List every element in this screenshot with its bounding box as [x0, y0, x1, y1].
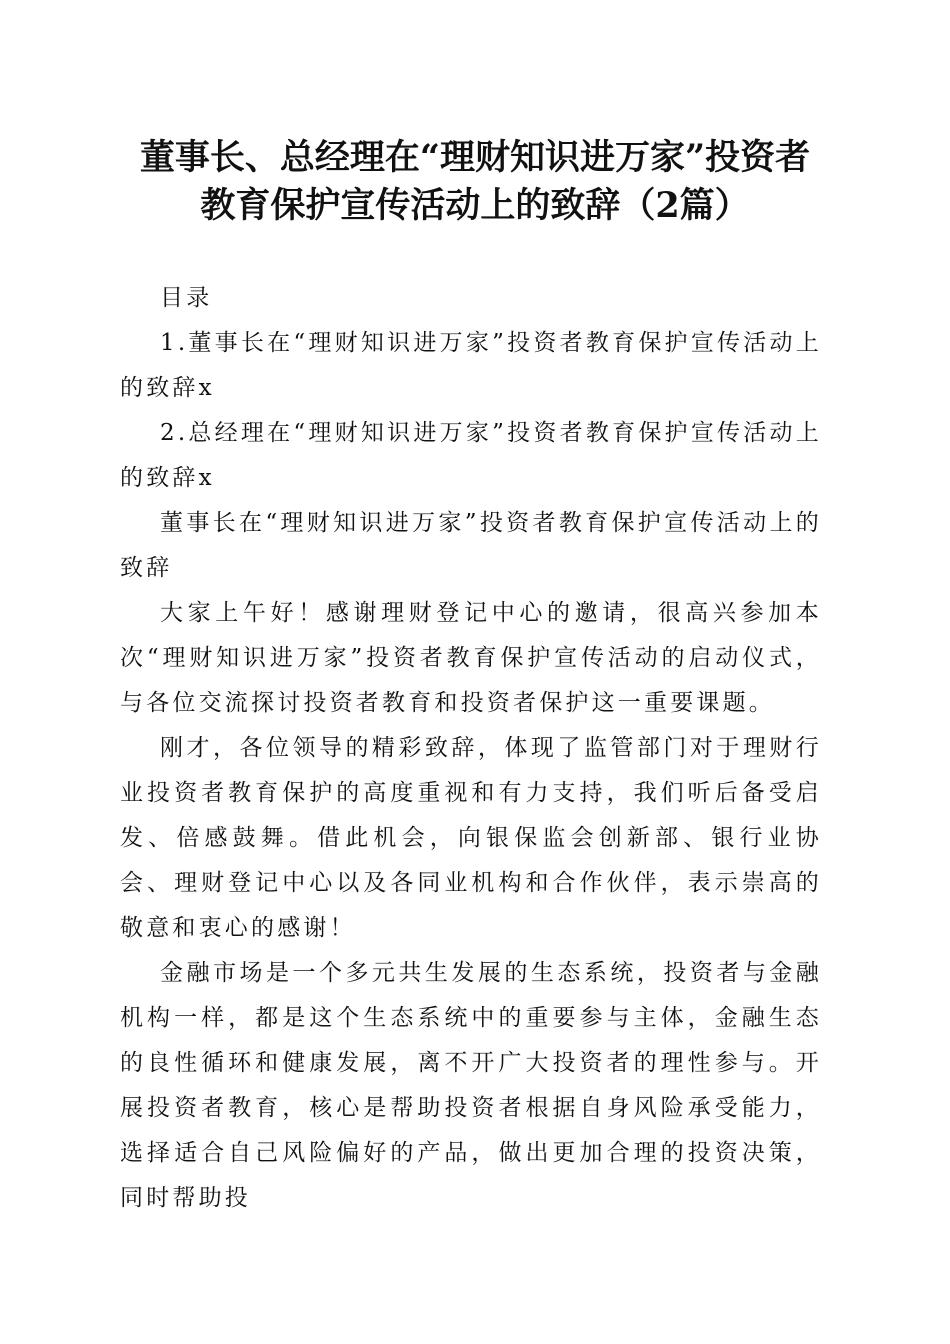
paragraph-3: 金融市场是一个多元共生发展的生态系统，投资者与金融机构一样，都是这个生态系统中的重要参与主体，金融生态的良性循环和健康发展，离不开广大投资者的理性参与。开展投资者教育，核心是帮助投资者根据自身风险承受能力，选择适合自己风险偏好的产品，做出更加合理的投资决策，同时帮助投: [120, 960, 822, 1211]
section-title: 董事长在“理财知识进万家”投资者教育保护宣传活动上的致辞: [120, 510, 822, 581]
paragraph-2: 刚才，各位领导的精彩致辞，体现了监管部门对于理财行业投资者教育保护的高度重视和有力支持，我们听后备受启发、倍感鼓舞。借此机会，向银保监会创新部、银行业协会、理财登记中心以及各同业机构和合作伙伴，表示崇高的敬意和衷心的感谢！: [120, 735, 822, 941]
toc-heading: 目录: [160, 285, 213, 311]
toc-item-1: 1.董事长在“理财知识进万家”投资者教育保护宣传活动上的致辞x: [120, 330, 822, 401]
title-line-1: 董事长、总经理在“理财知识进万家”投资者: [139, 137, 811, 178]
paragraph-1: 大家上午好！感谢理财登记中心的邀请，很高兴参加本次“理财知识进万家”投资者教育保护宣传活动的启动仪式，与各位交流探讨投资者教育和投资者保护这一重要课题。: [120, 600, 822, 716]
document-title: [100, 134, 850, 230]
title-line-2: 教育保护宣传活动上的致辞（2篇）: [200, 185, 750, 226]
toc-item-2: 2.总经理在“理财知识进万家”投资者教育保护宣传活动上的致辞x: [120, 420, 822, 491]
document-body: [120, 276, 822, 1221]
